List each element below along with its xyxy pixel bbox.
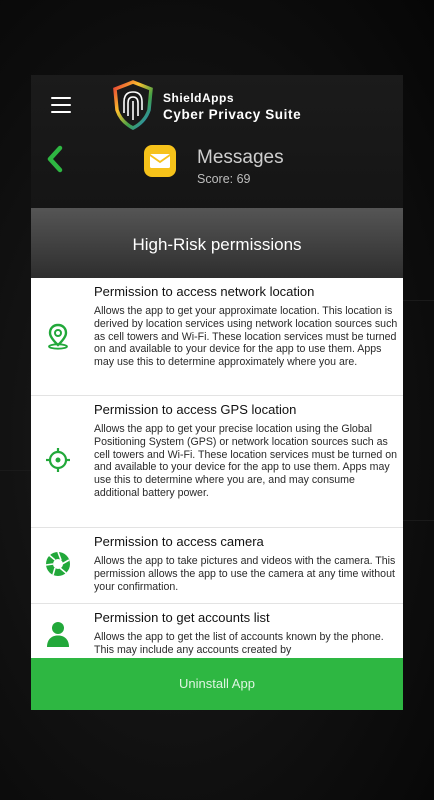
permission-item bbox=[31, 396, 403, 528]
section-title: High-Risk permissions bbox=[132, 235, 302, 254]
permission-description: Allows the app to take pictures and videos with the camera. This permission allows the app to use the camera at any time without your confirmation. bbox=[94, 555, 396, 593]
app-score: Score: 69 bbox=[197, 172, 251, 186]
hamburger-menu-icon[interactable] bbox=[51, 97, 71, 113]
permission-description: Allows the app to get the list of accounts known by the phone. This may include any accounts created by bbox=[94, 631, 384, 656]
permission-title: Permission to access camera bbox=[94, 534, 264, 549]
envelope-icon bbox=[144, 145, 176, 177]
brand-product-name: Cyber Privacy Suite bbox=[163, 107, 302, 122]
person-icon bbox=[44, 620, 72, 648]
permission-title: Permission to access network location bbox=[94, 284, 315, 299]
uninstall-app-label: Uninstall App bbox=[179, 676, 255, 691]
back-arrow-icon[interactable] bbox=[45, 145, 65, 173]
brand-name: ShieldApps bbox=[163, 91, 235, 105]
permission-item bbox=[31, 604, 403, 658]
permission-title: Permission to get accounts list bbox=[94, 610, 270, 625]
permission-description: Allows the app to get your precise location using the Global Positioning System (GPS) or network location sources such as cell towers and Wi-Fi. These location services must be turned on and available to your device for the app to use them. Apps may use this to determine where you are, and may consume additional battery power. bbox=[94, 423, 398, 499]
camera-aperture-icon bbox=[44, 550, 72, 578]
permission-description: Allows the app to get your approximate location. This location is derived by location services using network location sources such as cell towers and Wi-Fi. These location services must be turned on and available to your device for the app to use them. Apps may use this to determine approximately where you are. bbox=[94, 305, 398, 369]
background-decoration bbox=[0, 470, 31, 471]
background-decoration bbox=[403, 520, 434, 521]
app-header bbox=[31, 75, 403, 208]
gps-crosshair-icon bbox=[44, 446, 72, 474]
messages-app-icon bbox=[144, 145, 176, 177]
section-header bbox=[31, 208, 403, 278]
app-name: Messages bbox=[197, 147, 284, 168]
permission-title: Permission to access GPS location bbox=[94, 402, 297, 417]
permissions-list[interactable] bbox=[31, 278, 403, 658]
permission-item bbox=[31, 278, 403, 396]
shield-fingerprint-logo-icon bbox=[111, 80, 155, 130]
uninstall-app-button[interactable] bbox=[31, 658, 403, 710]
background-decoration bbox=[403, 300, 434, 301]
location-pin-icon bbox=[44, 322, 72, 350]
permission-item bbox=[31, 528, 403, 604]
app-window bbox=[31, 75, 403, 710]
